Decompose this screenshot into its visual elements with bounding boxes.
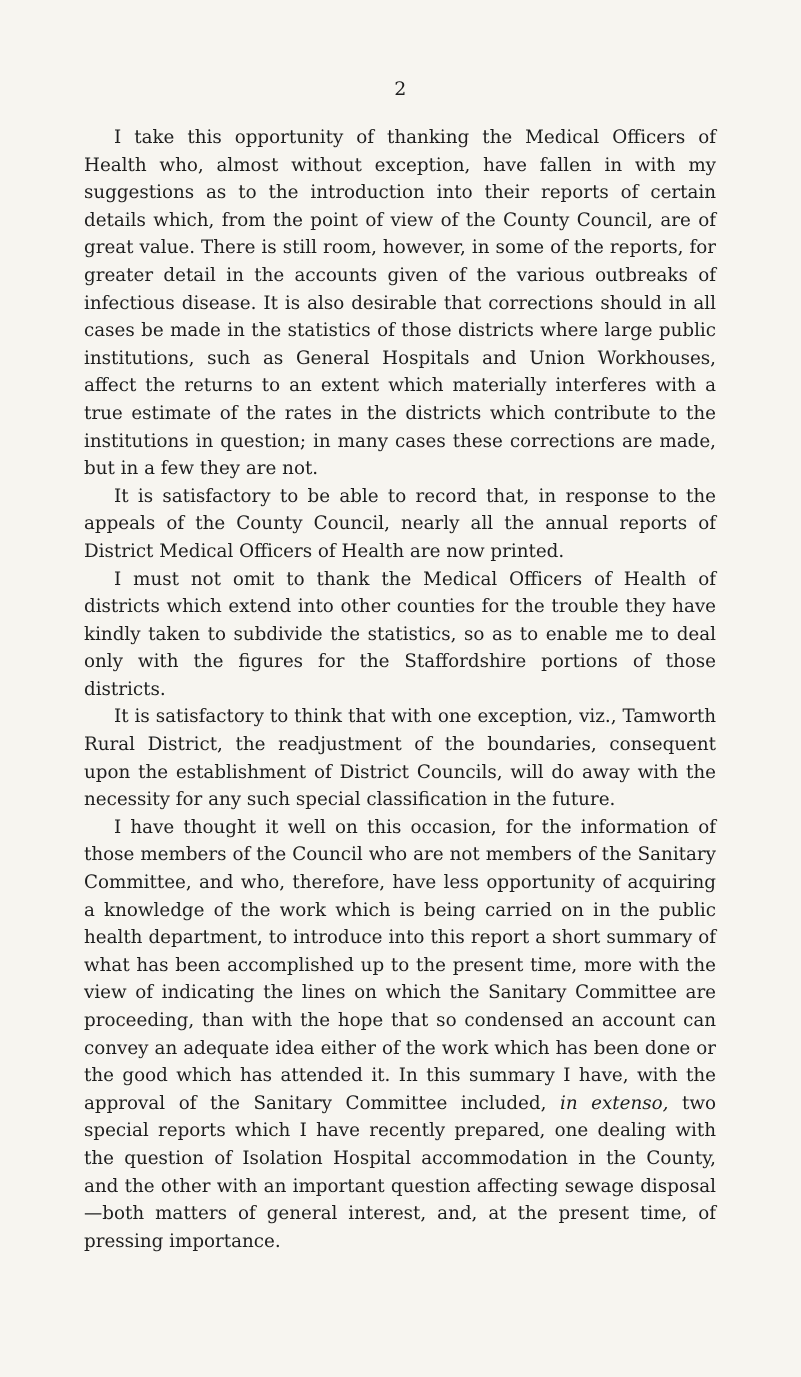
page-number: 2: [394, 78, 407, 100]
paragraph-summary-of-work: [84, 814, 716, 1256]
paragraph-boundaries-readjustment: It is satisfactory to think that with one exception, viz., Tamworth Rural District, the readjustment of the boundaries, consequent upon the establishment of District Councils, will do away with the necessity for any such special classification in the future.: [84, 706, 716, 811]
paragraph-subdivide-statistics: I must not omit to thank the Medical Officers of Health of districts which extend into other counties for the trouble they have kindly taken to subdivide the statistics, so as to enable me to deal only with the figures for the Staffordshire portions of those districts.: [84, 568, 716, 700]
paragraph-medical-officers-thanks: I take this opportunity of thanking the Medical Officers of Health who, almost without exception, have fallen in with my suggestions as to the introduction into their reports of certain details which, from the point of view of the County Council, are of great value. There is still room, however, in some of the reports, for greater detail in the accounts given of the various outbreaks of infectious disease. It is also desirable that corrections should in all cases be made in the statistics of those districts where large public institutions, such as General Hospitals and Union Workhouses, affect the returns to an extent which materially interferes with a true estimate of the rates in the districts which contribute to the institutions in question; in many cases these corrections are made, but in a few they are not.: [84, 127, 716, 480]
summary-text-before: I have thought it well on this occasion, for the information of those members of the Council who are not members of the Sanitary Committee, and who, therefore, have less opportunity of acquiring a knowledge of the work which is being carried on in the public health department, to introduce into this report a short summary of what has been accomplished up to the present time, more with the view of indicating the lines on which the Sanitary Committee are proceeding, than with the hope that so condensed an account can convey an adequate idea either of the work which has been done or the good which has attended it. In this summary I have, with the approval of the Sanitary Committee included,: [84, 816, 716, 1114]
body-text: [84, 124, 716, 1255]
paragraph-annual-reports-printed: It is satisfactory to be able to record that, in response to the appeals of the County Council, nearly all the annual reports of District Medical Officers of Health are now printed.: [84, 485, 716, 562]
summary-text-after: two special reports which I have recently prepared, one dealing with the question of Isolation Hospital accommodation in the County, and the other with an important question affecting sewage disposal—both matters of general interest, and, at the present time, of pressing importance.: [84, 1092, 717, 1252]
summary-text-italic: in extenso,: [559, 1092, 669, 1114]
